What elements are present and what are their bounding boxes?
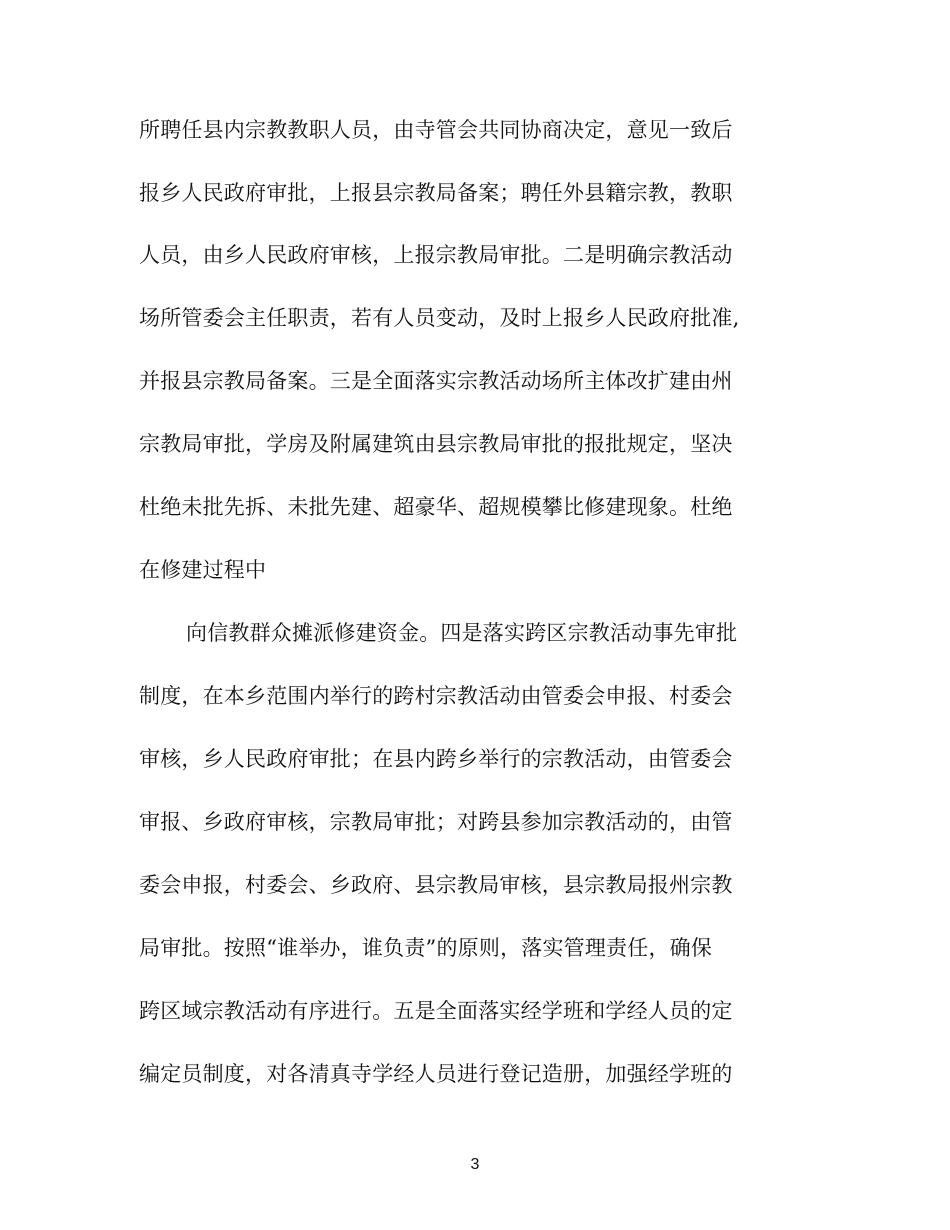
body-text-line: 编定员制度，对各清真寺学经人员进行登记造册，加强经学班的 — [139, 1062, 733, 1086]
body-text-line: 人员，由乡人民政府审核，上报宗教局审批。二是明确宗教活动 — [139, 243, 733, 267]
body-text-line: 审核，乡人民政府审批；在县内跨乡举行的宗教活动，由管委会 — [139, 747, 733, 771]
body-text-line: 在修建过程中 — [139, 558, 267, 582]
page-number: 3 — [470, 1156, 480, 1173]
body-text-line: 委会申报，村委会、乡政府、县宗教局审核，县宗教局报州宗教 — [139, 873, 733, 897]
body-text-line: 并报县宗教局备案。三是全面落实宗教活动场所主体改扩建由州 — [139, 369, 733, 393]
body-text-line: 所聘任县内宗教教职人员，由寺管会共同协商决定，意见一致后 — [139, 118, 733, 142]
body-text-line: 报乡人民政府审批，上报县宗教局备案；聘任外县籍宗教，教职 — [139, 181, 733, 205]
body-text-line: 杜绝未批先拆、未批先建、超豪华、超规模攀比修建现象。杜绝 — [139, 495, 733, 519]
paragraph-first-line: 向信教群众摊派修建资金。四是落实跨区宗教活动事先审批 — [186, 621, 738, 645]
body-text-line: 制度，在本乡范围内举行的跨村宗教活动由管委会申报、村委会 — [139, 684, 733, 708]
body-text-line: 审报、乡政府审核，宗教局审批；对跨县参加宗教活动的，由管 — [139, 810, 733, 834]
body-text-line: 跨区域宗教活动有序进行。五是全面落实经学班和学经人员的定 — [139, 999, 733, 1023]
body-text-line: 局审批。按照“谁举办，谁负责”的原则，落实管理责任，确保 — [139, 936, 713, 960]
body-text-line: 宗教局审批，学房及附属建筑由县宗教局审批的报批规定，坚决 — [139, 432, 733, 456]
body-text-line: 场所管委会主任职责，若有人员变动，及时上报乡人民政府批准, — [139, 306, 740, 330]
